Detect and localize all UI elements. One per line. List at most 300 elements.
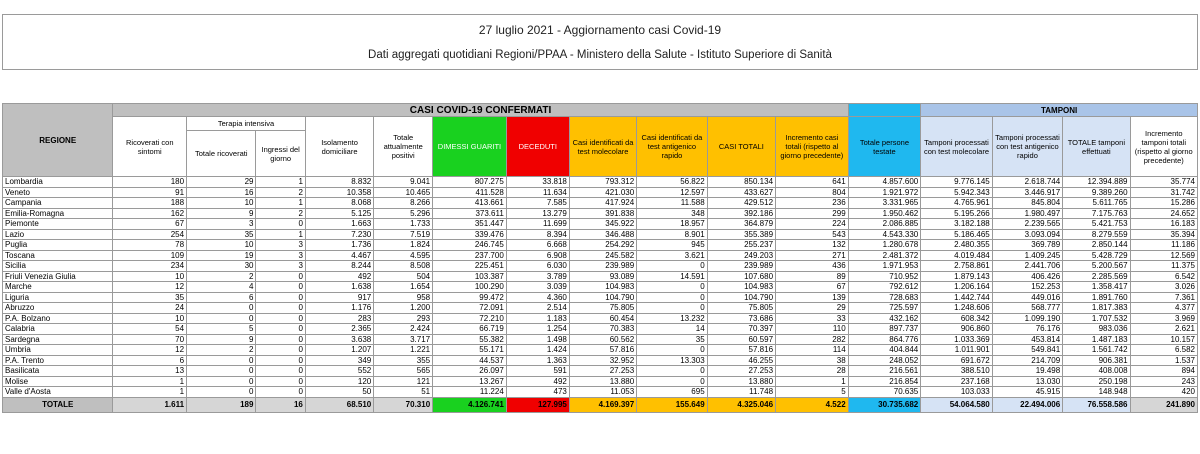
- table-row: [3, 177, 1198, 188]
- value-cell: 391.838: [569, 208, 636, 219]
- value-cell: 4.325.046: [707, 397, 775, 412]
- value-cell: 6.542: [1130, 271, 1197, 282]
- col-deceduti-header: DECEDUTI: [506, 117, 569, 177]
- page-title: 27 luglio 2021 - Aggiornamento casi Covid-19: [478, 23, 722, 37]
- value-cell: 239.989: [707, 261, 775, 272]
- value-cell: 1.891.760: [1063, 292, 1130, 303]
- value-cell: 1.736: [305, 240, 373, 251]
- value-cell: 1.654: [374, 282, 433, 293]
- value-cell: 3.039: [506, 282, 569, 293]
- value-cell: 45.915: [992, 387, 1062, 398]
- col-attualmente-positivi-header: Totale attualmente positivi: [374, 117, 433, 177]
- value-cell: 51: [374, 387, 433, 398]
- value-cell: 804: [776, 187, 849, 198]
- value-cell: 3: [256, 240, 305, 251]
- value-cell: 271: [776, 250, 849, 261]
- value-cell: 793.312: [569, 177, 636, 188]
- value-cell: 552: [305, 366, 373, 377]
- value-cell: 0: [187, 376, 256, 387]
- value-cell: 29: [187, 177, 256, 188]
- value-cell: 492: [305, 271, 373, 282]
- value-cell: 18.957: [637, 219, 707, 230]
- value-cell: 473: [506, 387, 569, 398]
- table-row: [3, 208, 1198, 219]
- value-cell: 369.789: [992, 240, 1062, 251]
- value-cell: 104.790: [707, 292, 775, 303]
- value-cell: 429.512: [707, 198, 775, 209]
- value-cell: 392.186: [707, 208, 775, 219]
- value-cell: 0: [256, 345, 305, 356]
- col-isolamento-header: Isolamento domiciliare: [305, 117, 373, 177]
- value-cell: 4.126.741: [433, 397, 507, 412]
- value-cell: 4.377: [1130, 303, 1197, 314]
- value-cell: 1.363: [506, 355, 569, 366]
- value-cell: 906.860: [921, 324, 993, 335]
- value-cell: 349: [305, 355, 373, 366]
- value-cell: 1.248.606: [921, 303, 993, 314]
- value-cell: 120: [305, 376, 373, 387]
- col-ingressi-header: Ingressi del giorno: [256, 131, 305, 177]
- value-cell: 9.041: [374, 177, 433, 188]
- value-cell: 283: [305, 313, 373, 324]
- value-cell: 76.558.586: [1063, 397, 1130, 412]
- value-cell: 35: [637, 334, 707, 345]
- value-cell: 8.068: [305, 198, 373, 209]
- value-cell: 543: [776, 229, 849, 240]
- value-cell: 5.200.567: [1063, 261, 1130, 272]
- value-cell: 127.995: [506, 397, 569, 412]
- table-body: [3, 177, 1198, 413]
- value-cell: 1.824: [374, 240, 433, 251]
- value-cell: 2.239.565: [992, 219, 1062, 230]
- value-cell: 19.498: [992, 366, 1062, 377]
- table-row: [3, 303, 1198, 314]
- value-cell: 30: [187, 261, 256, 272]
- value-cell: 1: [776, 376, 849, 387]
- value-cell: 3.331.965: [848, 198, 921, 209]
- value-cell: 11.375: [1130, 261, 1197, 272]
- value-cell: 15.286: [1130, 198, 1197, 209]
- value-cell: 1.537: [1130, 355, 1197, 366]
- col-tamponi-totale-header: TOTALE tamponi effettuati: [1063, 117, 1130, 177]
- table-row: [3, 366, 1198, 377]
- col-totale-ricoverati-header: Totale ricoverati: [187, 131, 256, 177]
- value-cell: 1.099.190: [992, 313, 1062, 324]
- region-cell: Liguria: [3, 292, 113, 303]
- value-cell: 30.735.682: [848, 397, 921, 412]
- table-row: [3, 345, 1198, 356]
- value-cell: 3: [256, 250, 305, 261]
- value-cell: 432.162: [848, 313, 921, 324]
- value-cell: 691.672: [921, 355, 993, 366]
- value-cell: 225.451: [433, 261, 507, 272]
- value-cell: 54: [113, 324, 187, 335]
- value-cell: 35.394: [1130, 229, 1197, 240]
- value-cell: 945: [637, 240, 707, 251]
- value-cell: 411.528: [433, 187, 507, 198]
- value-cell: 104.790: [569, 292, 636, 303]
- region-cell: P.A. Bolzano: [3, 313, 113, 324]
- value-cell: 436: [776, 261, 849, 272]
- value-cell: 725.597: [848, 303, 921, 314]
- value-cell: 3.182.188: [921, 219, 993, 230]
- region-cell: Lombardia: [3, 177, 113, 188]
- value-cell: 73.686: [707, 313, 775, 324]
- value-cell: 2.480.355: [921, 240, 993, 251]
- value-cell: 5.186.465: [921, 229, 993, 240]
- value-cell: 66.719: [433, 324, 507, 335]
- value-cell: 104.983: [569, 282, 636, 293]
- value-cell: 453.814: [992, 334, 1062, 345]
- value-cell: 56.822: [637, 177, 707, 188]
- value-cell: 8.832: [305, 177, 373, 188]
- col-tamponi-antigenico-header: Tamponi processati con test antigenico rapido: [992, 117, 1062, 177]
- value-cell: 7.175.763: [1063, 208, 1130, 219]
- col-antigenico-header: Casi identificati da test antigenico rapido: [637, 117, 707, 177]
- value-cell: 6.582: [1130, 345, 1197, 356]
- value-cell: 6.668: [506, 240, 569, 251]
- value-cell: 0: [256, 313, 305, 324]
- col-ricoverati-header: Ricoverati con sintomi: [113, 117, 187, 177]
- value-cell: 346.488: [569, 229, 636, 240]
- table-row: [3, 219, 1198, 230]
- value-cell: 3.621: [637, 250, 707, 261]
- value-cell: 75.805: [707, 303, 775, 314]
- value-cell: 0: [256, 376, 305, 387]
- value-cell: 5: [776, 387, 849, 398]
- value-cell: 54.064.580: [921, 397, 993, 412]
- value-cell: 1.921.972: [848, 187, 921, 198]
- value-cell: 78: [113, 240, 187, 251]
- value-cell: 10: [113, 313, 187, 324]
- value-cell: 70.310: [374, 397, 433, 412]
- value-cell: 60.597: [707, 334, 775, 345]
- value-cell: 121: [374, 376, 433, 387]
- value-cell: 1: [256, 229, 305, 240]
- value-cell: 16: [256, 397, 305, 412]
- value-cell: 13.232: [637, 313, 707, 324]
- table-row: [3, 324, 1198, 335]
- value-cell: 26.097: [433, 366, 507, 377]
- value-cell: 0: [256, 292, 305, 303]
- table-row: [3, 313, 1198, 324]
- value-cell: 13.279: [506, 208, 569, 219]
- value-cell: 57.816: [569, 345, 636, 356]
- value-cell: 3.026: [1130, 282, 1197, 293]
- value-cell: 0: [637, 345, 707, 356]
- value-cell: 1.207: [305, 345, 373, 356]
- value-cell: 807.275: [433, 177, 507, 188]
- value-cell: 14.591: [637, 271, 707, 282]
- value-cell: 1.733: [374, 219, 433, 230]
- group-tamponi-header: TAMPONI: [921, 104, 1198, 117]
- value-cell: 2.441.706: [992, 261, 1062, 272]
- value-cell: 10: [187, 198, 256, 209]
- value-cell: 67: [776, 282, 849, 293]
- col-molecolare-header: Casi identificati da test molecolare: [569, 117, 636, 177]
- col-regione-header: REGIONE: [3, 104, 113, 177]
- value-cell: 894: [1130, 366, 1197, 377]
- value-cell: 11.186: [1130, 240, 1197, 251]
- value-cell: 132: [776, 240, 849, 251]
- value-cell: 254: [113, 229, 187, 240]
- table-row: [3, 282, 1198, 293]
- value-cell: 2: [256, 187, 305, 198]
- value-cell: 0: [187, 387, 256, 398]
- value-cell: 103.387: [433, 271, 507, 282]
- value-cell: 224: [776, 219, 849, 230]
- value-cell: 139: [776, 292, 849, 303]
- value-cell: 24.652: [1130, 208, 1197, 219]
- value-cell: 93.089: [569, 271, 636, 282]
- value-cell: 420: [1130, 387, 1197, 398]
- region-cell: Valle d'Aosta: [3, 387, 113, 398]
- value-cell: 60.454: [569, 313, 636, 324]
- value-cell: 4.543.330: [848, 229, 921, 240]
- value-cell: 12.597: [637, 187, 707, 198]
- value-cell: 29: [776, 303, 849, 314]
- value-cell: 10.465: [374, 187, 433, 198]
- value-cell: 1.200: [374, 303, 433, 314]
- value-cell: 1.611: [113, 397, 187, 412]
- value-cell: 104.983: [707, 282, 775, 293]
- col-incremento-tamponi-header: Incremento tamponi totali (rispetto al giorno precedente): [1130, 117, 1197, 177]
- value-cell: 1.206.164: [921, 282, 993, 293]
- value-cell: 60.562: [569, 334, 636, 345]
- value-cell: 250.198: [1063, 376, 1130, 387]
- value-cell: 4.467: [305, 250, 373, 261]
- value-cell: 16.183: [1130, 219, 1197, 230]
- value-cell: 31.742: [1130, 187, 1197, 198]
- value-cell: 0: [637, 303, 707, 314]
- value-cell: 1.176: [305, 303, 373, 314]
- value-cell: 38: [776, 355, 849, 366]
- col-incremento-casi-header: Incremento casi totali (rispetto al giorno precedente): [776, 117, 849, 177]
- value-cell: 5.428.729: [1063, 250, 1130, 261]
- value-cell: 1.358.417: [1063, 282, 1130, 293]
- region-cell: Friuli Venezia Giulia: [3, 271, 113, 282]
- value-cell: 72.210: [433, 313, 507, 324]
- value-cell: 239.989: [569, 261, 636, 272]
- value-cell: 413.661: [433, 198, 507, 209]
- value-cell: 3.789: [506, 271, 569, 282]
- value-cell: 255.237: [707, 240, 775, 251]
- value-cell: 282: [776, 334, 849, 345]
- value-cell: 5.125: [305, 208, 373, 219]
- totals-row: [3, 397, 1198, 412]
- table-row: [3, 187, 1198, 198]
- value-cell: 5.942.343: [921, 187, 993, 198]
- value-cell: 5.611.765: [1063, 198, 1130, 209]
- value-cell: 906.381: [1063, 355, 1130, 366]
- value-cell: 1.971.953: [848, 261, 921, 272]
- value-cell: 2.618.744: [992, 177, 1062, 188]
- value-cell: 11.588: [637, 198, 707, 209]
- value-cell: 13.267: [433, 376, 507, 387]
- value-cell: 1.221: [374, 345, 433, 356]
- value-cell: 189: [187, 397, 256, 412]
- value-cell: 2.086.885: [848, 219, 921, 230]
- value-cell: 0: [256, 366, 305, 377]
- value-cell: 492: [506, 376, 569, 387]
- value-cell: 0: [256, 355, 305, 366]
- value-cell: 3.717: [374, 334, 433, 345]
- value-cell: 5.421.753: [1063, 219, 1130, 230]
- value-cell: 9.389.260: [1063, 187, 1130, 198]
- value-cell: 864.776: [848, 334, 921, 345]
- region-cell: Campania: [3, 198, 113, 209]
- region-cell: P.A. Trento: [3, 355, 113, 366]
- value-cell: 897.737: [848, 324, 921, 335]
- value-cell: 1.442.744: [921, 292, 993, 303]
- value-cell: 373.611: [433, 208, 507, 219]
- value-cell: 70.383: [569, 324, 636, 335]
- col-persone-testate-header: Totale persone testate: [848, 117, 921, 177]
- value-cell: 50: [305, 387, 373, 398]
- region-cell: Veneto: [3, 187, 113, 198]
- value-cell: 13.030: [992, 376, 1062, 387]
- value-cell: 1: [113, 387, 187, 398]
- value-cell: 1.033.369: [921, 334, 993, 345]
- value-cell: 1: [113, 376, 187, 387]
- value-cell: 1.011.901: [921, 345, 993, 356]
- region-cell: Abruzzo: [3, 303, 113, 314]
- value-cell: 504: [374, 271, 433, 282]
- value-cell: 33: [776, 313, 849, 324]
- value-cell: 339.476: [433, 229, 507, 240]
- region-cell: Sicilia: [3, 261, 113, 272]
- value-cell: 9: [187, 334, 256, 345]
- value-cell: 0: [187, 313, 256, 324]
- value-cell: 1.424: [506, 345, 569, 356]
- value-cell: 70.635: [848, 387, 921, 398]
- value-cell: 4.019.484: [921, 250, 993, 261]
- col-dimessi-header: DIMESSI GUARITI: [433, 117, 507, 177]
- value-cell: 0: [256, 271, 305, 282]
- value-cell: 7.361: [1130, 292, 1197, 303]
- region-cell: Umbria: [3, 345, 113, 356]
- page-subtitle: Dati aggregati quotidiani Regioni/PPAA - Ministero della Salute - Istituto Superiore di Sanità: [368, 49, 832, 61]
- value-cell: 345.922: [569, 219, 636, 230]
- value-cell: 8.901: [637, 229, 707, 240]
- value-cell: 421.030: [569, 187, 636, 198]
- value-cell: 188: [113, 198, 187, 209]
- value-cell: 1.950.462: [848, 208, 921, 219]
- value-cell: 10.157: [1130, 334, 1197, 345]
- value-cell: 91: [113, 187, 187, 198]
- value-cell: 248.052: [848, 355, 921, 366]
- value-cell: 1.879.143: [921, 271, 993, 282]
- value-cell: 19: [187, 250, 256, 261]
- value-cell: 13.880: [569, 376, 636, 387]
- value-cell: 2: [187, 345, 256, 356]
- region-cell: TOTALE: [3, 397, 113, 412]
- value-cell: 12.394.889: [1063, 177, 1130, 188]
- value-cell: 7.585: [506, 198, 569, 209]
- value-cell: 99.472: [433, 292, 507, 303]
- value-cell: 1: [256, 198, 305, 209]
- value-cell: 22.494.006: [992, 397, 1062, 412]
- value-cell: 8.266: [374, 198, 433, 209]
- value-cell: 254.292: [569, 240, 636, 251]
- value-cell: 4.360: [506, 292, 569, 303]
- table-row: [3, 334, 1198, 345]
- value-cell: 2.285.569: [1063, 271, 1130, 282]
- value-cell: 9: [187, 208, 256, 219]
- table-row: [3, 271, 1198, 282]
- value-cell: 348: [637, 208, 707, 219]
- value-cell: 11.053: [569, 387, 636, 398]
- value-cell: 11.224: [433, 387, 507, 398]
- value-cell: 3: [187, 219, 256, 230]
- value-cell: 237.700: [433, 250, 507, 261]
- value-cell: 55.382: [433, 334, 507, 345]
- value-cell: 8.279.559: [1063, 229, 1130, 240]
- value-cell: 28: [776, 366, 849, 377]
- value-cell: 983.036: [1063, 324, 1130, 335]
- value-cell: 1.561.742: [1063, 345, 1130, 356]
- region-cell: Calabria: [3, 324, 113, 335]
- value-cell: 4.169.397: [569, 397, 636, 412]
- value-cell: 0: [637, 376, 707, 387]
- title-box: [2, 14, 1198, 70]
- value-cell: 417.924: [569, 198, 636, 209]
- value-cell: 0: [256, 387, 305, 398]
- value-cell: 7.519: [374, 229, 433, 240]
- value-cell: 1.663: [305, 219, 373, 230]
- value-cell: 72.091: [433, 303, 507, 314]
- value-cell: 8.394: [506, 229, 569, 240]
- table-row: [3, 355, 1198, 366]
- value-cell: 0: [256, 334, 305, 345]
- value-cell: 728.683: [848, 292, 921, 303]
- value-cell: 3.093.094: [992, 229, 1062, 240]
- value-cell: 565: [374, 366, 433, 377]
- value-cell: 388.510: [921, 366, 993, 377]
- value-cell: 10.358: [305, 187, 373, 198]
- region-cell: Emilia-Romagna: [3, 208, 113, 219]
- value-cell: 1.409.245: [992, 250, 1062, 261]
- value-cell: 237.168: [921, 376, 993, 387]
- value-cell: 46.255: [707, 355, 775, 366]
- group-persons-spacer: [848, 104, 921, 117]
- value-cell: 5.296: [374, 208, 433, 219]
- value-cell: 0: [637, 261, 707, 272]
- value-cell: 32.952: [569, 355, 636, 366]
- value-cell: 792.612: [848, 282, 921, 293]
- value-cell: 351.447: [433, 219, 507, 230]
- value-cell: 180: [113, 177, 187, 188]
- value-cell: 148.948: [1063, 387, 1130, 398]
- table-row: [3, 261, 1198, 272]
- value-cell: 293: [374, 313, 433, 324]
- value-cell: 76.176: [992, 324, 1062, 335]
- value-cell: 2.621: [1130, 324, 1197, 335]
- value-cell: 110: [776, 324, 849, 335]
- value-cell: 10: [187, 240, 256, 251]
- value-cell: 100.290: [433, 282, 507, 293]
- value-cell: 1.817.383: [1063, 303, 1130, 314]
- value-cell: 355.389: [707, 229, 775, 240]
- value-cell: 14: [637, 324, 707, 335]
- table-row: [3, 240, 1198, 251]
- value-cell: 0: [256, 219, 305, 230]
- value-cell: 5: [187, 324, 256, 335]
- value-cell: 6.030: [506, 261, 569, 272]
- value-cell: 27.253: [569, 366, 636, 377]
- region-cell: Piemonte: [3, 219, 113, 230]
- value-cell: 0: [187, 366, 256, 377]
